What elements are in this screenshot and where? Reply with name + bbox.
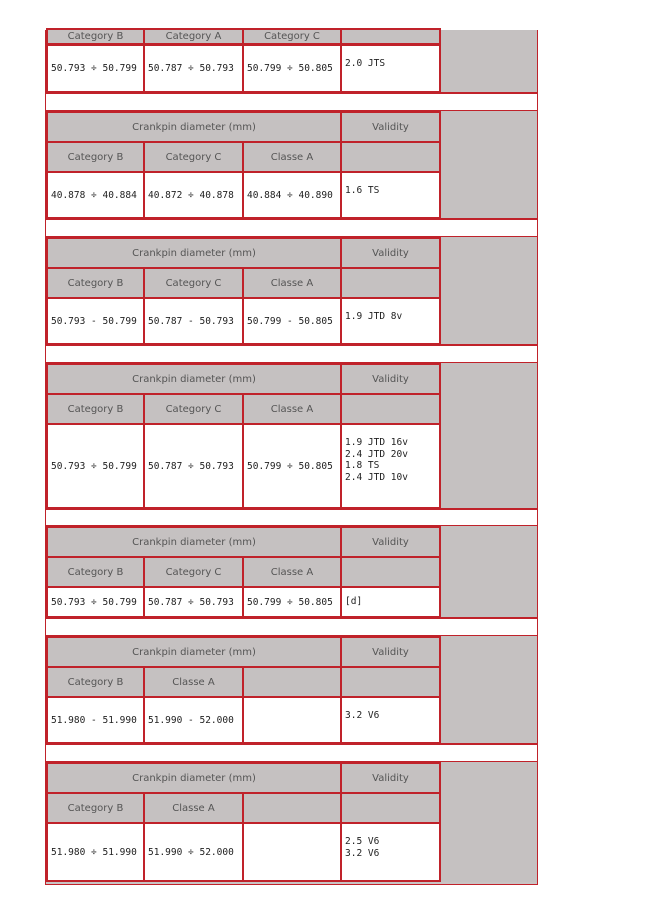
validity-header: Validity bbox=[340, 237, 441, 269]
table-cell: 50.799 ÷ 50.805 bbox=[242, 586, 342, 618]
validity-header-blank bbox=[340, 556, 441, 588]
column-header: Category B bbox=[46, 141, 145, 173]
table-cell: 50.799 ÷ 50.805 bbox=[242, 423, 342, 509]
table-cell: 50.799 - 50.805 bbox=[242, 297, 342, 345]
table-cell bbox=[242, 696, 342, 744]
validity-header: Validity bbox=[340, 636, 441, 668]
validity-label bbox=[340, 28, 441, 45]
validity-header-blank bbox=[340, 267, 441, 299]
column-header: Category B bbox=[46, 393, 145, 425]
validity-header: Validity bbox=[340, 762, 441, 794]
side-panel bbox=[439, 762, 537, 882]
table-title: Crankpin diameter (mm) bbox=[46, 762, 342, 794]
side-panel bbox=[439, 363, 537, 509]
table-cell: 51.990 - 52.000 bbox=[143, 696, 244, 744]
table-separator bbox=[46, 218, 537, 238]
table-cell: 51.990 ÷ 52.000 bbox=[143, 822, 244, 882]
table-cell: 50.787 ÷ 50.793 bbox=[143, 586, 244, 618]
column-header: Classe A bbox=[143, 666, 244, 698]
table-separator bbox=[46, 344, 537, 364]
column-header: Category C bbox=[143, 267, 244, 299]
table-cell: 50.793 ÷ 50.799 bbox=[46, 586, 145, 618]
side-panel bbox=[439, 30, 537, 93]
column-header: Category C bbox=[143, 393, 244, 425]
table-title: Crankpin diameter (mm) bbox=[46, 363, 342, 395]
table-separator bbox=[46, 743, 537, 763]
table-cell: 51.980 - 51.990 bbox=[46, 696, 145, 744]
table-separator bbox=[46, 617, 537, 637]
table-cell: 50.799 ÷ 50.805 bbox=[242, 44, 342, 93]
column-header: Category B bbox=[46, 28, 145, 45]
validity-header-blank bbox=[340, 393, 441, 425]
table-cell: 50.793 ÷ 50.799 bbox=[46, 423, 145, 509]
side-panel bbox=[439, 111, 537, 219]
side-panel bbox=[439, 636, 537, 744]
validity-header: Validity bbox=[340, 363, 441, 395]
side-panel bbox=[439, 526, 537, 618]
table-separator bbox=[46, 508, 537, 527]
column-header: Category C bbox=[143, 556, 244, 588]
column-header: Classe A bbox=[242, 141, 342, 173]
table-cell: 40.884 ÷ 40.890 bbox=[242, 171, 342, 219]
validity-value: 2.5 V6 3.2 V6 bbox=[340, 822, 441, 882]
validity-header: Validity bbox=[340, 111, 441, 143]
table-cell bbox=[242, 822, 342, 882]
column-header: Classe A bbox=[242, 267, 342, 299]
table-cell: 50.787 - 50.793 bbox=[143, 297, 244, 345]
column-header: Category C bbox=[143, 141, 244, 173]
column-header: Classe A bbox=[242, 393, 342, 425]
validity-header-blank bbox=[340, 141, 441, 173]
validity-header: Validity bbox=[340, 526, 441, 558]
column-header: Category C bbox=[242, 28, 342, 45]
table-cell: 40.878 ÷ 40.884 bbox=[46, 171, 145, 219]
table-title: Crankpin diameter (mm) bbox=[46, 111, 342, 143]
column-header: Classe A bbox=[242, 556, 342, 588]
column-header: Category B bbox=[46, 556, 145, 588]
validity-value: [d] bbox=[340, 586, 441, 618]
table-title: Crankpin diameter (mm) bbox=[46, 237, 342, 269]
table-separator bbox=[46, 92, 537, 112]
validity-value: 2.0 JTS bbox=[340, 44, 441, 93]
column-header: Category B bbox=[46, 792, 145, 824]
validity-value: 3.2 V6 bbox=[340, 696, 441, 744]
page-document bbox=[45, 30, 538, 885]
column-header: Classe A bbox=[143, 792, 244, 824]
validity-header-blank bbox=[340, 666, 441, 698]
side-panel bbox=[439, 237, 537, 345]
validity-value: 1.9 JTD 8v bbox=[340, 297, 441, 345]
validity-value: 1.9 JTD 16v 2.4 JTD 20v 1.8 TS 2.4 JTD 10v bbox=[340, 423, 441, 509]
column-header bbox=[242, 792, 342, 824]
table-title: Crankpin diameter (mm) bbox=[46, 526, 342, 558]
table-cell: 50.793 ÷ 50.799 bbox=[46, 44, 145, 93]
table-cell: 50.787 ÷ 50.793 bbox=[143, 423, 244, 509]
table-cell: 50.787 ÷ 50.793 bbox=[143, 44, 244, 93]
column-header: Category A bbox=[143, 28, 244, 45]
column-header bbox=[242, 666, 342, 698]
table-cell: 40.872 ÷ 40.878 bbox=[143, 171, 244, 219]
table-title: Crankpin diameter (mm) bbox=[46, 636, 342, 668]
column-header: Category B bbox=[46, 666, 145, 698]
column-header: Category B bbox=[46, 267, 145, 299]
validity-value: 1.6 TS bbox=[340, 171, 441, 219]
table-cell: 51.980 ÷ 51.990 bbox=[46, 822, 145, 882]
validity-header-blank bbox=[340, 792, 441, 824]
table-cell: 50.793 - 50.799 bbox=[46, 297, 145, 345]
